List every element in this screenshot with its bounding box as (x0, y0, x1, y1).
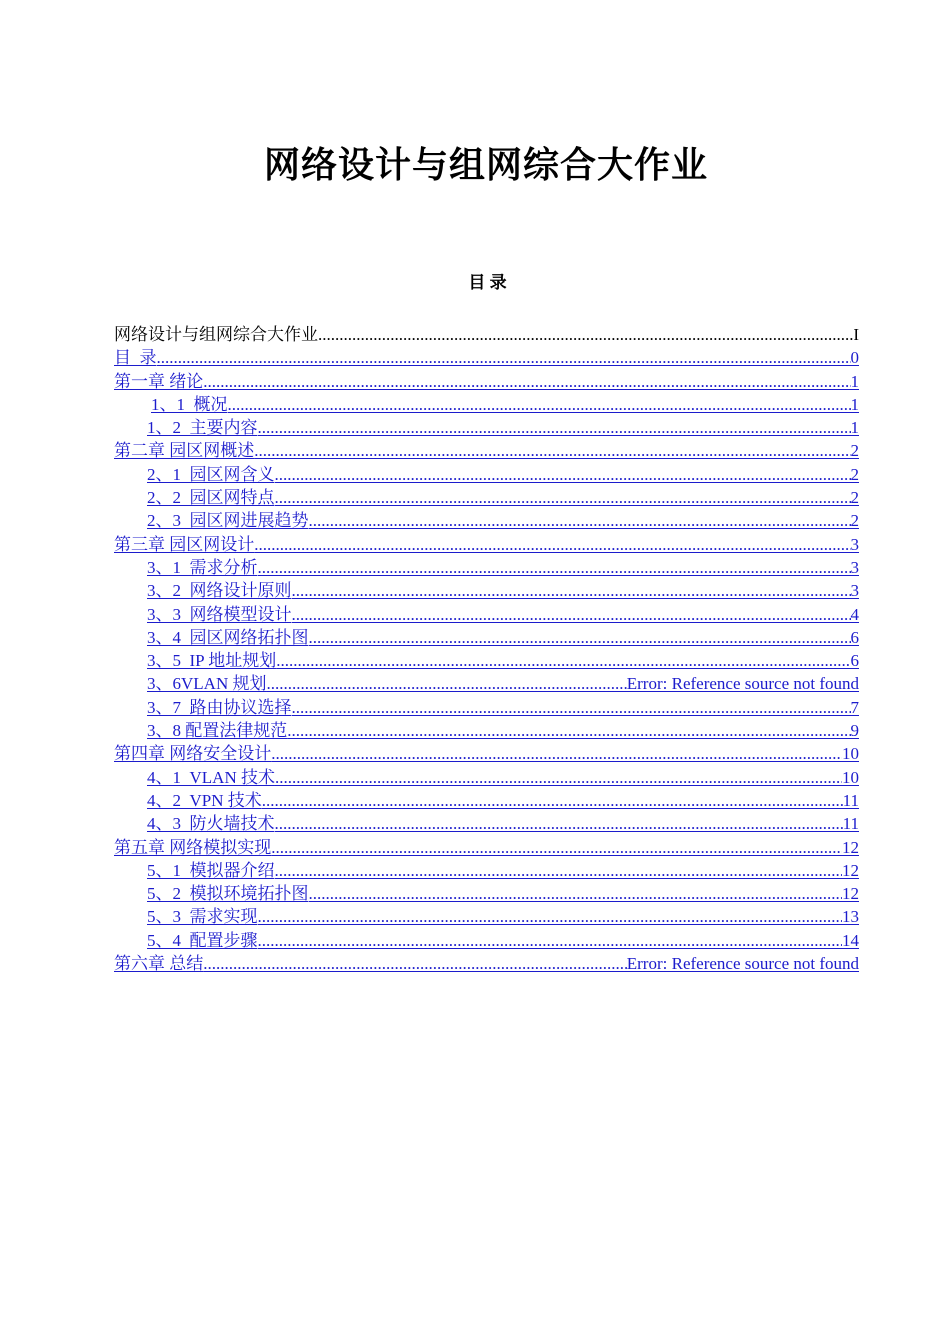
toc-link-chapter-1[interactable] (114, 370, 859, 393)
toc-link-section-5-4[interactable] (114, 929, 859, 952)
toc-entry-page: 1 (850, 371, 859, 391)
toc-entry-page: 1 (850, 418, 859, 438)
toc-dot-leader (309, 882, 843, 905)
toc-dot-leader (292, 696, 851, 719)
toc-link-section-1-2[interactable] (114, 416, 859, 439)
toc-dot-leader (275, 766, 842, 789)
toc-dot-leader (254, 533, 850, 556)
toc-dot-leader (228, 393, 851, 416)
toc-entry-page: 12 (842, 884, 859, 904)
toc-entry-text: 5、3 需求实现 (147, 907, 258, 927)
toc-entry-page: 11 (842, 814, 859, 834)
toc-dot-leader (275, 486, 851, 509)
toc-link-section-3-7[interactable] (114, 696, 859, 719)
table-of-contents (114, 323, 859, 975)
toc-entry-page: 2 (850, 488, 859, 508)
toc-link-section-5-3[interactable] (114, 905, 859, 928)
toc-entry-text: 2、3 园区网进展趋势 (147, 511, 309, 531)
toc-entry-text: 2、1 园区网含义 (147, 464, 275, 484)
toc-entry-page: 2 (850, 464, 859, 484)
toc-entry-page: 10 (842, 744, 859, 764)
toc-link-section-3-6[interactable] (114, 672, 859, 695)
document-title: 网络设计与组网综合大作业 (263, 145, 708, 185)
toc-link-chapter-6[interactable] (114, 952, 859, 975)
toc-entry-text: 5、1 模拟器介绍 (147, 860, 275, 880)
toc-dot-leader (275, 859, 843, 882)
toc-entry-text: 4、3 防火墙技术 (147, 814, 275, 834)
toc-entry-page: 4 (850, 604, 859, 624)
toc-entry-page: 3 (850, 534, 859, 554)
toc-entry-text: 3、7 路由协议选择 (147, 697, 292, 717)
toc-entry-page: I (853, 325, 859, 344)
toc-link-section-5-1[interactable] (114, 859, 859, 882)
toc-link-section-2-2[interactable] (114, 486, 859, 509)
toc-dot-leader (157, 346, 851, 369)
toc-entry-title (114, 323, 859, 346)
toc-link-section-3-4[interactable] (114, 626, 859, 649)
toc-entry-page: 14 (842, 930, 859, 950)
toc-dot-leader (275, 463, 851, 486)
toc-entry-text: 3、1 需求分析 (147, 557, 258, 577)
toc-link-section-3-8[interactable] (114, 719, 859, 742)
toc-dot-leader (271, 836, 842, 859)
toc-entry-text: 5、4 配置步骤 (147, 930, 258, 950)
toc-dot-leader (309, 626, 851, 649)
toc-heading: 目 录 (468, 273, 507, 292)
toc-dot-leader (254, 439, 850, 462)
toc-entry-text: 第三章 园区网设计 (114, 534, 255, 554)
toc-link-chapter-5[interactable] (114, 836, 859, 859)
toc-link-section-3-5[interactable] (114, 649, 859, 672)
toc-link-chapter-2[interactable] (114, 439, 859, 462)
toc-entry-text: 3、5 IP 地址规划 (147, 651, 277, 671)
toc-entry-text: 4、1 VLAN 技术 (147, 767, 275, 787)
toc-link-section-3-3[interactable] (114, 603, 859, 626)
toc-entry-page: 6 (850, 651, 859, 671)
toc-entry-text: 3、3 网络模型设计 (147, 604, 292, 624)
toc-dot-leader (271, 742, 842, 765)
toc-entry-page: 7 (850, 697, 859, 717)
toc-entry-text: 第二章 园区网概述 (114, 441, 255, 461)
toc-dot-leader (258, 905, 843, 928)
toc-dot-leader (309, 509, 851, 532)
toc-entry-text: 2、2 园区网特点 (147, 488, 275, 508)
toc-link-contents[interactable] (114, 346, 859, 369)
toc-link-section-3-2[interactable] (114, 579, 859, 602)
toc-entry-page: 3 (850, 581, 859, 601)
toc-dot-leader (258, 929, 843, 952)
toc-link-chapter-4[interactable] (114, 742, 859, 765)
toc-link-section-2-3[interactable] (114, 509, 859, 532)
toc-dot-leader (203, 952, 627, 975)
toc-entry-text: 5、2 模拟环境拓扑图 (147, 884, 309, 904)
toc-dot-leader (262, 789, 843, 812)
toc-entry-text: 第一章 绪论 (114, 371, 204, 391)
toc-entry-text: 第六章 总结 (114, 954, 204, 974)
toc-entry-page: 12 (842, 837, 859, 857)
toc-entry-page: 3 (850, 557, 859, 577)
toc-entry-page: Error: Reference source not found (626, 674, 859, 694)
toc-dot-leader (287, 719, 850, 742)
toc-link-section-1-1[interactable] (114, 393, 859, 416)
toc-entry-page: 11 (842, 790, 859, 810)
toc-link-section-4-3[interactable] (114, 812, 859, 835)
toc-entry-page: 10 (842, 767, 859, 787)
toc-entry-text: 目 录 (114, 348, 157, 368)
toc-entry-page: Error: Reference source not found (626, 954, 859, 974)
toc-entry-text: 第四章 网络安全设计 (114, 744, 272, 764)
toc-entry-text: 3、6VLAN 规划 (147, 674, 267, 694)
toc-entry-page: 1 (850, 394, 859, 414)
toc-link-section-2-1[interactable] (114, 463, 859, 486)
toc-dot-leader (266, 672, 626, 695)
toc-dot-leader (275, 812, 843, 835)
toc-entry-page: 0 (850, 348, 859, 368)
toc-entry-page: 6 (850, 627, 859, 647)
toc-dot-leader (258, 556, 851, 579)
toc-entry-text: 第五章 网络模拟实现 (114, 837, 272, 857)
toc-dot-leader (292, 603, 851, 626)
toc-entry-text: 3、2 网络设计原则 (147, 581, 292, 601)
toc-entry-text: 4、2 VPN 技术 (147, 790, 262, 810)
toc-dot-leader (258, 416, 851, 439)
toc-link-chapter-3[interactable] (114, 533, 859, 556)
toc-entry-text: 3、8 配置法律规范 (147, 721, 288, 741)
toc-link-section-4-2[interactable] (114, 789, 859, 812)
toc-dot-leader (292, 579, 851, 602)
toc-link-section-5-2[interactable] (114, 882, 859, 905)
toc-entry-page: 2 (850, 441, 859, 461)
toc-entry-text: 3、4 园区网络拓扑图 (147, 627, 309, 647)
toc-entry-page: 13 (842, 907, 859, 927)
toc-dot-leader (318, 323, 853, 346)
toc-entry-page: 2 (850, 511, 859, 531)
toc-entry-text: 网络设计与组网综合大作业 (114, 325, 318, 344)
toc-link-section-3-1[interactable] (114, 556, 859, 579)
toc-entry-text: 1、2 主要内容 (147, 418, 258, 438)
toc-entry-text: 1、1 概况 (151, 394, 228, 414)
toc-entry-page: 9 (850, 721, 859, 741)
toc-dot-leader (276, 649, 850, 672)
toc-entry-page: 12 (842, 860, 859, 880)
toc-dot-leader (203, 370, 850, 393)
toc-link-section-4-1[interactable] (114, 766, 859, 789)
